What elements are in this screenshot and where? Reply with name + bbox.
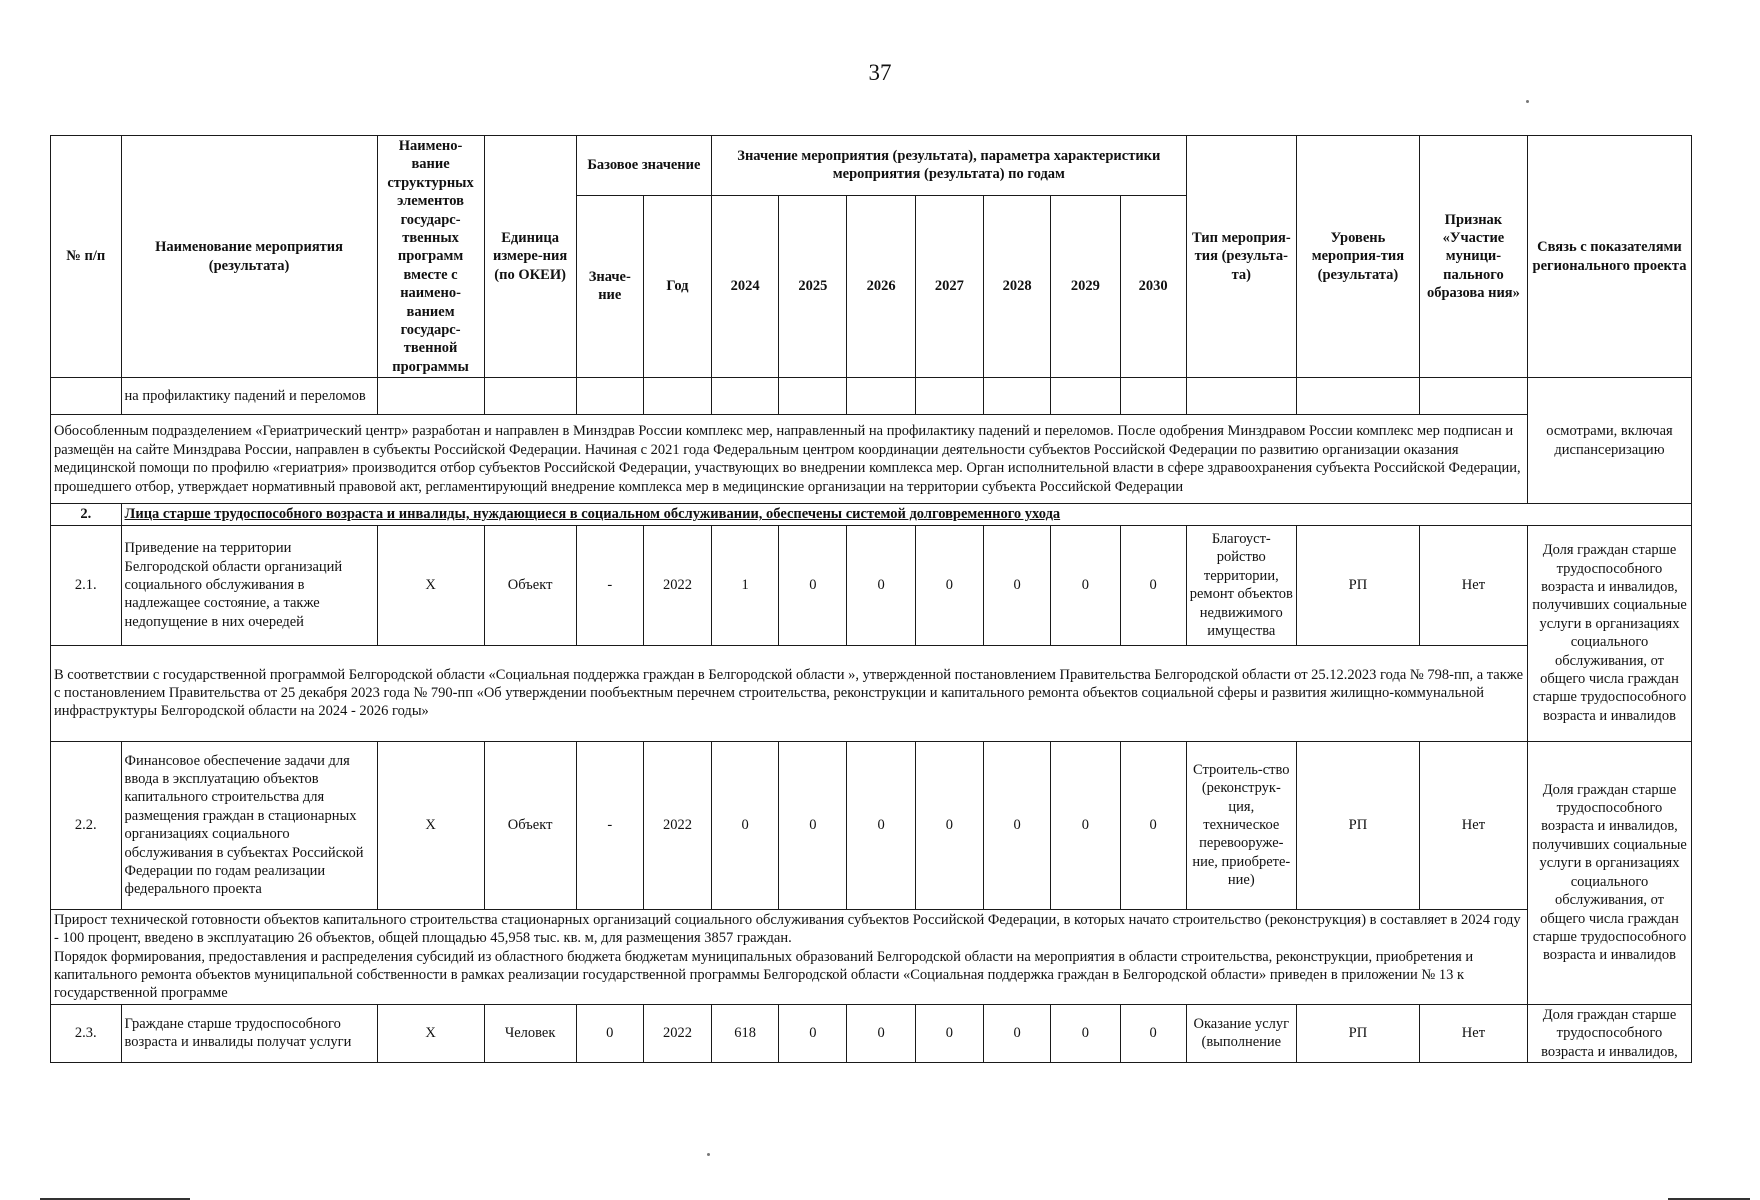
header-struct: Наимено-вание структурных элементов государс-твенных программ вместе с наимено-ванием государс-твенной программы	[377, 136, 484, 378]
row-base-year: 2022	[643, 1004, 711, 1062]
header-num: № п/п	[51, 136, 122, 378]
header-year: 2025	[779, 195, 847, 378]
row-type: Оказание услуг (выполнение	[1186, 1004, 1296, 1062]
row-unit: Объект	[484, 525, 576, 645]
row-value: 0	[984, 741, 1051, 909]
row-value: 0	[712, 741, 779, 909]
row-value: 618	[712, 1004, 779, 1062]
row-value: 0	[847, 1004, 915, 1062]
section-num: 2.	[51, 504, 122, 525]
row-value: 0	[1120, 741, 1186, 909]
row-type: Строитель-ство (реконструк-ция, техническое перевооруже-ние, приобрете-ние)	[1186, 741, 1296, 909]
row-type: Благоуст-ройство территории, ремонт объектов недвижимого имущества	[1186, 525, 1296, 645]
row-value: 0	[1051, 1004, 1120, 1062]
row-unit: Человек	[484, 1004, 576, 1062]
row-value: 0	[779, 1004, 847, 1062]
row-value: 0	[984, 1004, 1051, 1062]
row-note	[51, 909, 1528, 1004]
row-base-year: 2022	[643, 525, 711, 645]
header-name: Наименование мероприятия (результата)	[121, 136, 377, 378]
continuation-name: на профилактику падений и переломов	[121, 378, 377, 415]
row-value: 1	[712, 525, 779, 645]
row-mun: Нет	[1419, 525, 1527, 645]
row-level: РП	[1296, 741, 1419, 909]
row-value: 0	[984, 525, 1051, 645]
header-mun: Признак «Участие муници-пального образова ния»	[1419, 136, 1527, 378]
row-base-year: 2022	[643, 741, 711, 909]
row-value: 0	[1051, 525, 1120, 645]
header-base-value: Значе-ние	[576, 195, 643, 378]
scan-speck	[707, 1153, 710, 1156]
row-link: Доля граждан старше трудоспособного возраста и инвалидов,	[1527, 1004, 1691, 1062]
row-num: 2.1.	[51, 525, 122, 645]
row-level: РП	[1296, 525, 1419, 645]
header-link: Связь с показателями регионального проекта	[1527, 136, 1691, 378]
row-mun: Нет	[1419, 741, 1527, 909]
header-level: Уровень мероприя-тия (результата)	[1296, 136, 1419, 378]
measures-table	[50, 135, 1692, 1063]
header-year: 2029	[1051, 195, 1120, 378]
row-unit: Объект	[484, 741, 576, 909]
row-value: 0	[1051, 741, 1120, 909]
row-value: 0	[1120, 525, 1186, 645]
row-value: 0	[779, 741, 847, 909]
row-value: 0	[915, 741, 983, 909]
row-struct: Х	[377, 525, 484, 645]
section-title: Лица старше трудоспособного возраста и инвалиды, нуждающиеся в социальном обслуживании, обеспечены системой долговременного ухода	[121, 504, 1691, 525]
row-value: 0	[1120, 1004, 1186, 1062]
header-unit: Единица измере-ния (по ОКЕИ)	[484, 136, 576, 378]
row-struct: Х	[377, 1004, 484, 1062]
row-value: 0	[847, 525, 915, 645]
row-mun: Нет	[1419, 1004, 1527, 1062]
row-note-paragraph: Порядок формирования, предоставления и распределения субсидий из областного бюджета бюджетам муниципальных образований Белгородской области на мероприятия в области строительства, реконструкции, приобретения и капитального ремонта объектов муниципальной собственности в рамках реализации государственной программы Белгородской области «Социальная поддержка граждан в Белгородской области» приведен в приложении № 13 к государственной программе	[54, 948, 1474, 1002]
row-value: 0	[847, 741, 915, 909]
header-year: 2026	[847, 195, 915, 378]
header-base: Базовое значение	[576, 136, 711, 196]
row-name: Граждане старше трудоспособного возраста и инвалиды получат услуги	[121, 1004, 377, 1062]
header-year: 2028	[984, 195, 1051, 378]
header-type: Тип мероприя-тия (результа-та)	[1186, 136, 1296, 378]
scan-speck	[1526, 100, 1529, 103]
row-num: 2.2.	[51, 741, 122, 909]
page-number: 37	[868, 60, 892, 85]
row-value: 0	[779, 525, 847, 645]
row-name: Финансовое обеспечение задачи для ввода в эксплуатацию объектов капитального строительства для размещения граждан в стационарных организациях социального обслуживания в субъектах Российской Федерации по годам реализации федерального проекта	[121, 741, 377, 909]
row-base-value: 0	[576, 1004, 643, 1062]
row-name: Приведение на территории Белгородской области организаций социального обслуживания в надлежащее состояние, а также недопущение в них очередей	[121, 525, 377, 645]
header-year: 2027	[915, 195, 983, 378]
row-note: В соответствии с государственной программой Белгородской области «Социальная поддержка граждан в Белгородской области », утвержденной постановлением Правительства Белгородской области от 25.12.2023 года № 798-пп, а также с постановлением Правительства от 25 декабря 2023 года № 790-пп «Об утверждении пообъектным перечнем строительства, реконструкции и капитального ремонта объектов социальной сферы и развития жилищно-коммунальной инфраструктуры Белгородской области на 2024 - 2026 годы»	[51, 645, 1528, 741]
header-year: 2030	[1120, 195, 1186, 378]
row-value: 0	[915, 1004, 983, 1062]
header-values-group: Значение мероприятия (результата), параметра характеристики мероприятия (результата) по годам	[712, 136, 1187, 196]
row-base-value: -	[576, 741, 643, 909]
row-note-paragraph: Прирост технической готовности объектов капитального строительства стационарных организаций социального обслуживания субъектов Российской Федерации, в которых начато строительство (реконструкция) в составляет в 2024 году - 100 процент, введено в эксплуатацию 26 объектов, общей площадью 45,958 тыс. кв. м, для размещения 3857 граждан.	[54, 911, 1521, 947]
continuation-link: осмотрами, включая диспансеризацию	[1527, 378, 1691, 504]
row-num: 2.3.	[51, 1004, 122, 1062]
row-base-value: -	[576, 525, 643, 645]
header-base-year: Год	[643, 195, 711, 378]
row-level: РП	[1296, 1004, 1419, 1062]
row-link: Доля граждан старше трудоспособного возраста и инвалидов, получивших социальные услуги в организациях социального обслуживания, от общего числа граждан старше трудоспособного возраста и инвалидов	[1527, 741, 1691, 1004]
row-value: 0	[915, 525, 983, 645]
row-link: Доля граждан старше трудоспособного возраста и инвалидов, получивших социальные услуги в организациях социального обслуживания, от общего числа граждан старше трудоспособного возраста и инвалидов	[1527, 525, 1691, 741]
header-year: 2024	[712, 195, 779, 378]
row-struct: Х	[377, 741, 484, 909]
continuation-note: Обособленным подразделением «Гериатрический центр» разработан и направлен в Минздрав России комплекс мер, направленный на профилактику падений и переломов. После одобрения Минздравом России комплекс мер подписан и размещён на сайте Минздрава России, направлен в субъекты Российской Федерации. Начиная с 2021 года Федеральным центром координации деятельности субъектов Российской Федерации по развитию организации оказания медицинской помощи по профилю «гериатрия» производится отбор субъектов Российской Федерации, участвующих во внедрении комплекса мер. Орган исполнительной власти в сфере здравоохранения субъекта Российской Федерации, прошедшего отбор, утверждает нормативный правовой акт, регламентирующий внедрение комплекса мер в медицинские организации на территории субъекта Российской Федерации	[51, 415, 1528, 504]
